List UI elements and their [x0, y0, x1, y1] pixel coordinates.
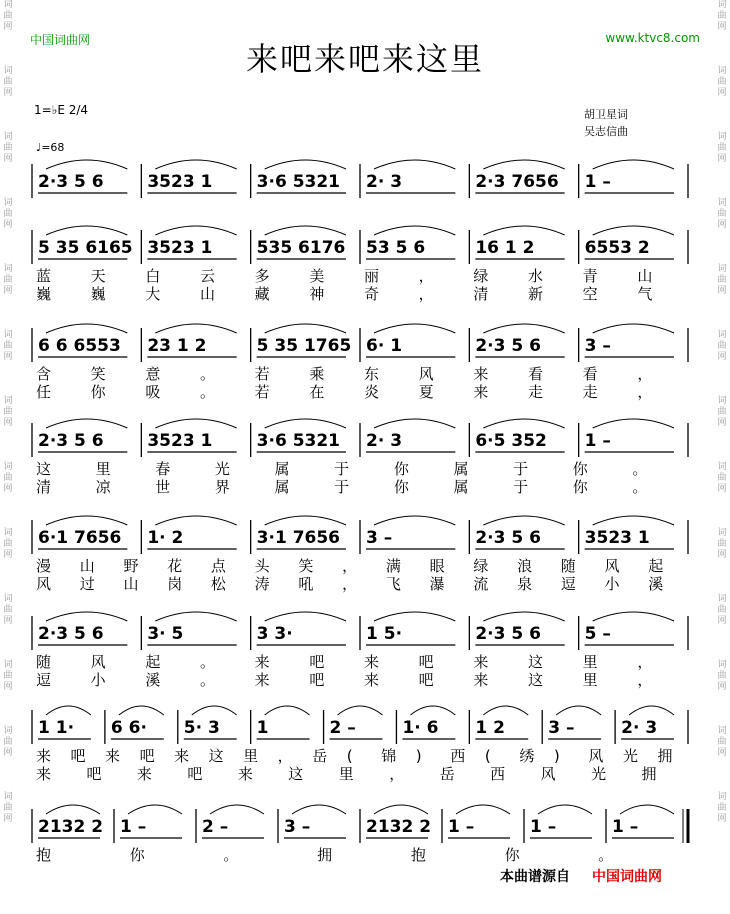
- lyric-char: 属: [453, 460, 469, 478]
- measure-notes: 1: [256, 718, 269, 738]
- lyric-char: ): [553, 747, 560, 765]
- lyric-char: ，: [418, 285, 434, 303]
- measure-notes: 6553 2: [584, 238, 650, 258]
- lyric-char: 多: [254, 267, 270, 285]
- lyric-char: ，: [418, 267, 434, 285]
- lyric-char: 里: [95, 460, 111, 478]
- lyric-char: 青: [582, 267, 598, 285]
- lyric-char: ): [415, 747, 422, 765]
- lyric-char: 吧: [187, 765, 203, 783]
- slur: [119, 706, 164, 715]
- measure-notes: 2·3 5 6: [38, 172, 104, 192]
- lyric-char: 巍: [90, 285, 106, 303]
- lyric-char: 吼: [298, 575, 314, 593]
- measure-notes: 2· 3: [621, 718, 658, 738]
- side-watermark-left: 词 曲 网 词 曲 网 词 曲 网 词 曲 网 词 曲 网 词 曲 网 词 曲 网 词 曲 网 词 曲 网 词 曲 网 词 曲 网 词 曲 网 词 曲 网: [3, 0, 13, 824]
- lyric-char: 风: [588, 747, 604, 765]
- measure-notes: 53 5 6: [366, 238, 426, 258]
- lyric-char: 点: [210, 557, 226, 575]
- slur: [265, 226, 346, 235]
- measure-notes: 2132 2: [366, 817, 432, 837]
- slur: [483, 160, 564, 169]
- lyric-char: 神: [309, 285, 325, 303]
- measure-notes: 2· 3: [366, 172, 403, 192]
- slur: [593, 324, 674, 333]
- lyric-char: 你: [572, 478, 588, 496]
- measure-notes: 1 1·: [38, 718, 75, 738]
- lyric-char: 这: [208, 747, 224, 765]
- slur: [265, 419, 346, 428]
- measure-notes: 16 1 2: [475, 238, 535, 258]
- slur: [483, 324, 564, 333]
- lyric-char: 属: [274, 460, 290, 478]
- slur: [265, 612, 346, 621]
- lyric-char: ，: [637, 383, 653, 401]
- lyric-char: 若: [254, 383, 270, 401]
- lyric-char: 。: [200, 365, 216, 383]
- slur: [556, 706, 601, 715]
- slur: [593, 160, 674, 169]
- lyric-char: 来: [254, 653, 270, 671]
- lyric-char: 逗: [36, 671, 52, 689]
- slur: [410, 706, 455, 715]
- measure-notes: 2·3 5 6: [475, 528, 541, 548]
- side-watermark-right: 词 曲 网 词 曲 网 词 曲 网 词 曲 网 词 曲 网 词 曲 网 词 曲 网 词 曲 网 词 曲 网 词 曲 网 词 曲 网 词 曲 网 词 曲 网: [717, 0, 727, 824]
- lyric-char: 。: [632, 478, 648, 496]
- slur: [374, 226, 455, 235]
- lyric-char: 里: [582, 671, 598, 689]
- measure-notes: 1 2: [475, 718, 505, 738]
- lyric-char: 乘: [309, 365, 325, 383]
- lyric-char: 。: [200, 671, 216, 689]
- lyric-char: 巍: [36, 285, 52, 303]
- lyric-char: 山: [637, 267, 653, 285]
- lyric-char: 来: [473, 671, 489, 689]
- lyric-char: 随: [560, 557, 576, 575]
- measure-notes: 2 –: [202, 817, 229, 837]
- slur: [265, 324, 346, 333]
- slur: [593, 612, 674, 621]
- measure-notes: 1 –: [584, 431, 611, 451]
- lyric-char: 抱: [36, 846, 52, 864]
- lyric-char: (: [346, 747, 353, 765]
- measure-notes: 1 –: [584, 172, 611, 192]
- lyric-char: 吧: [70, 747, 86, 765]
- lyric-char: 走: [582, 383, 598, 401]
- slur: [46, 324, 127, 333]
- measure-notes: 5 35 6165: [38, 238, 133, 258]
- measure-notes: 3 –: [366, 528, 393, 548]
- lyric-char: 吧: [418, 653, 434, 671]
- lyric-char: 蓝: [36, 267, 52, 285]
- lyric-char: 来: [105, 747, 121, 765]
- measure-notes: 3523 1: [147, 431, 213, 451]
- lyric-char: 春: [155, 460, 171, 478]
- lyric-char: 漫: [36, 557, 52, 575]
- slur: [338, 706, 383, 715]
- lyric-char: 空: [582, 285, 598, 303]
- lyric-char: 走: [528, 383, 544, 401]
- measure-notes: 3·6 5321: [256, 431, 341, 451]
- lyric-char: 东: [364, 365, 380, 383]
- lyric-char: 来: [237, 765, 253, 783]
- lyric-char: 流: [473, 575, 489, 593]
- lyric-char: ，: [389, 765, 405, 783]
- lyric-char: 笑: [90, 365, 106, 383]
- lyric-char: 清: [473, 285, 489, 303]
- lyric-char: ，: [637, 671, 653, 689]
- lyric-char: 抱: [410, 846, 426, 864]
- lyric-char: 浪: [517, 557, 533, 575]
- slur: [456, 805, 510, 814]
- lyric-char: 岳: [312, 747, 328, 765]
- lyric-char: 拥: [657, 747, 673, 765]
- slur: [593, 419, 674, 428]
- lyric-char: 云: [200, 267, 216, 285]
- lyric-char: 这: [36, 460, 52, 478]
- lyric-char: 吧: [86, 765, 102, 783]
- lyric-char: 锦: [381, 747, 397, 765]
- lyric-char: 这: [528, 671, 544, 689]
- lyric-char: 水: [528, 267, 544, 285]
- lyric-char: 你: [572, 460, 588, 478]
- lyric-char: 于: [334, 478, 350, 496]
- lyric-char: 奇: [364, 285, 380, 303]
- lyric-char: 来: [473, 383, 489, 401]
- measure-notes: 3 3·: [256, 624, 293, 644]
- lyric-char: 泉: [517, 575, 533, 593]
- slur: [483, 516, 564, 525]
- measure-notes: 3·6 5321: [256, 172, 341, 192]
- measure-notes: 2132 2: [38, 817, 104, 837]
- slur: [483, 706, 528, 715]
- lyric-char: 随: [36, 653, 52, 671]
- slur: [265, 516, 346, 525]
- lyric-char: 起: [648, 557, 664, 575]
- lyric-char: 你: [393, 460, 409, 478]
- source-label: 本曲谱源自: [500, 869, 570, 885]
- slur: [265, 160, 346, 169]
- measure-notes: 2·3 5 6: [38, 624, 104, 644]
- slur: [155, 419, 236, 428]
- measure-notes: 2·3 5 6: [475, 336, 541, 356]
- lyric-char: 来: [36, 747, 52, 765]
- measure-notes: 3523 1: [147, 172, 213, 192]
- measure-notes: 1 –: [448, 817, 475, 837]
- lyric-char: 这: [528, 653, 544, 671]
- lyric-char: (: [484, 747, 491, 765]
- lyric-char: 满: [385, 557, 401, 575]
- slur: [192, 706, 237, 715]
- measure-notes: 6 6·: [110, 718, 147, 738]
- lyric-char: 瀑: [429, 575, 445, 593]
- measure-notes: 5 35 1765: [256, 336, 352, 356]
- lyric-char: 风: [540, 765, 556, 783]
- lyric-char: 光: [214, 460, 230, 478]
- measure-notes: 3523 1: [147, 238, 213, 258]
- slur: [538, 805, 592, 814]
- measure-notes: 3·1 7656: [256, 528, 341, 548]
- measure-notes: 6·1 7656: [38, 528, 122, 548]
- lyric-char: 小: [604, 575, 620, 593]
- lyric-char: 过: [79, 575, 95, 593]
- site-url-right[interactable]: www.ktvc8.com: [605, 31, 700, 45]
- slur: [46, 706, 91, 715]
- lyric-char: 天: [90, 267, 106, 285]
- lyric-char: ，: [277, 747, 293, 765]
- lyric-char: 拥: [317, 846, 333, 864]
- measure-notes: 2 –: [329, 718, 356, 738]
- lyric-char: 风: [418, 365, 434, 383]
- slur: [374, 805, 428, 814]
- lyric-char: 看: [528, 365, 544, 383]
- lyric-char: 眼: [429, 557, 445, 575]
- lyric-char: 来: [136, 765, 152, 783]
- slur: [483, 612, 564, 621]
- measure-notes: 5 –: [584, 624, 611, 644]
- measure-notes: 1· 6: [402, 718, 439, 738]
- lyric-char: 丽: [364, 267, 380, 285]
- lyric-char: 笑: [298, 557, 314, 575]
- measure-notes: 1 –: [612, 817, 639, 837]
- lyric-char: 清: [36, 478, 52, 496]
- lyric-char: 意: [145, 365, 161, 383]
- lyric-char: 属: [453, 478, 469, 496]
- lyric-char: 新: [528, 285, 544, 303]
- lyric-char: 里: [582, 653, 598, 671]
- measure-notes: 23 1 2: [147, 336, 207, 356]
- slur: [483, 419, 564, 428]
- lyric-char: 于: [513, 460, 529, 478]
- lyric-char: 吧: [418, 671, 434, 689]
- lyric-char: 吧: [139, 747, 155, 765]
- lyric-char: 。: [223, 846, 239, 864]
- lyric-char: 气: [637, 285, 653, 303]
- measure-notes: 1 –: [530, 817, 557, 837]
- lyric-char: 野: [123, 557, 139, 575]
- slur: [483, 226, 564, 235]
- slur: [46, 805, 100, 814]
- lyric-char: 你: [504, 846, 520, 864]
- measure-notes: 3 –: [548, 718, 575, 738]
- lyric-char: 来: [364, 671, 380, 689]
- lyric-char: 山: [79, 557, 95, 575]
- lyric-char: 炎: [364, 383, 380, 401]
- lyric-char: 。: [200, 653, 216, 671]
- lyric-char: ，: [637, 365, 653, 383]
- lyric-char: 美: [309, 267, 325, 285]
- lyric-char: 逗: [560, 575, 576, 593]
- lyric-char: 界: [214, 478, 230, 496]
- slur: [593, 226, 674, 235]
- lyric-char: ，: [342, 557, 358, 575]
- slur: [155, 324, 236, 333]
- lyric-char: 含: [36, 365, 52, 383]
- lyric-char: 来: [473, 653, 489, 671]
- lyric-char: 风: [604, 557, 620, 575]
- lyric-char: 里: [243, 747, 259, 765]
- lyric-char: 凉: [95, 478, 111, 496]
- lyric-char: 绿: [473, 557, 489, 575]
- lyric-char: 溪: [145, 671, 161, 689]
- measure-notes: 1 –: [120, 817, 147, 837]
- slur: [46, 612, 127, 621]
- lyric-char: 岳: [439, 765, 455, 783]
- lyric-char: 溪: [648, 575, 664, 593]
- lyric-char: 山: [123, 575, 139, 593]
- slur: [155, 226, 236, 235]
- lyric-char: 里: [338, 765, 354, 783]
- lyric-char: 若: [254, 365, 270, 383]
- lyric-char: 西: [490, 765, 506, 783]
- measure-notes: 1 5·: [366, 624, 403, 644]
- lyric-char: 岗: [167, 575, 183, 593]
- lyric-char: 来: [364, 653, 380, 671]
- tempo-marking: ♩=68: [36, 141, 65, 154]
- lyric-char: 来: [254, 671, 270, 689]
- measure-notes: 3 –: [584, 336, 611, 356]
- lyric-char: 看: [582, 365, 598, 383]
- lyricist: 胡卫星词: [584, 108, 628, 121]
- lyric-char: 于: [334, 460, 350, 478]
- lyric-char: 你: [393, 478, 409, 496]
- slur: [46, 516, 127, 525]
- key-signature: 1=♭E 2/4: [34, 103, 89, 117]
- lyric-char: 来: [473, 365, 489, 383]
- slur: [155, 160, 236, 169]
- measure-notes: 6 6 6553: [38, 336, 121, 356]
- lyric-char: 你: [90, 383, 106, 401]
- lyric-char: 山: [200, 285, 216, 303]
- source-footer: [500, 866, 662, 886]
- slur: [46, 160, 127, 169]
- lyric-char: 吸: [145, 383, 161, 401]
- lyric-char: 来: [36, 765, 52, 783]
- slur: [46, 226, 127, 235]
- measure-notes: 6· 1: [366, 336, 403, 356]
- lyric-char: 绿: [473, 267, 489, 285]
- slur: [374, 516, 455, 525]
- lyric-char: 风: [36, 575, 52, 593]
- measure-notes: 2·3 5 6: [475, 624, 541, 644]
- slur: [374, 324, 455, 333]
- measure-notes: 535 6176: [256, 238, 346, 258]
- lyric-char: 头: [254, 557, 270, 575]
- lyric-char: 西: [450, 747, 466, 765]
- song-title: 来吧来吧来这里: [245, 40, 484, 78]
- slur: [374, 160, 455, 169]
- slur: [629, 706, 674, 715]
- lyric-char: 涛: [254, 575, 270, 593]
- lyric-char: 起: [145, 653, 161, 671]
- lyric-char: 小: [90, 671, 106, 689]
- lyric-char: 拥: [641, 765, 657, 783]
- measure-notes: 1· 2: [147, 528, 184, 548]
- lyric-char: 吧: [309, 671, 325, 689]
- lyric-char: 你: [129, 846, 145, 864]
- composer: 吴志信曲: [584, 125, 628, 138]
- lyric-char: 花: [167, 557, 183, 575]
- site-name-left[interactable]: 中国词曲网: [30, 33, 91, 47]
- lyric-char: 绣: [519, 747, 535, 765]
- lyric-char: 光: [591, 765, 607, 783]
- lyric-char: 吧: [309, 653, 325, 671]
- measure-notes: 6·5 352: [475, 431, 547, 451]
- slur: [265, 706, 310, 715]
- slur: [374, 419, 455, 428]
- lyric-char: ，: [637, 653, 653, 671]
- lyric-char: 来: [174, 747, 190, 765]
- source-site-link[interactable]: 中国词曲网: [592, 869, 662, 885]
- lyric-char: 。: [632, 460, 648, 478]
- measure-notes: 2·3 7656: [475, 172, 559, 192]
- lyric-char: 任: [36, 383, 52, 401]
- lyric-char: 光: [622, 747, 638, 765]
- slur: [155, 612, 236, 621]
- lyric-char: 。: [200, 383, 216, 401]
- measure-notes: 3523 1: [584, 528, 650, 548]
- lyric-char: 白: [145, 267, 161, 285]
- slur: [155, 516, 236, 525]
- lyric-char: 这: [288, 765, 304, 783]
- lyric-char: 属: [274, 478, 290, 496]
- slur: [46, 419, 127, 428]
- lyric-char: 夏: [418, 383, 434, 401]
- measure-notes: 2·3 5 6: [38, 431, 104, 451]
- lyric-char: ，: [342, 575, 358, 593]
- measure-notes: 5· 3: [183, 718, 220, 738]
- lyric-char: 大: [145, 285, 161, 303]
- lyric-char: 。: [598, 846, 614, 864]
- measure-notes: 3· 5: [147, 624, 184, 644]
- lyric-char: 于: [513, 478, 529, 496]
- lyric-char: 风: [90, 653, 106, 671]
- slur: [292, 805, 346, 814]
- slur: [374, 612, 455, 621]
- slur: [210, 805, 264, 814]
- lyric-char: 松: [210, 575, 226, 593]
- slur: [128, 805, 182, 814]
- lyric-char: 世: [155, 478, 171, 496]
- slur: [620, 805, 674, 814]
- measure-notes: 3 –: [284, 817, 311, 837]
- lyric-char: 藏: [254, 285, 270, 303]
- lyric-char: 飞: [385, 575, 401, 593]
- measure-notes: 2· 3: [366, 431, 403, 451]
- slur: [593, 516, 674, 525]
- lyric-char: 在: [309, 383, 325, 401]
